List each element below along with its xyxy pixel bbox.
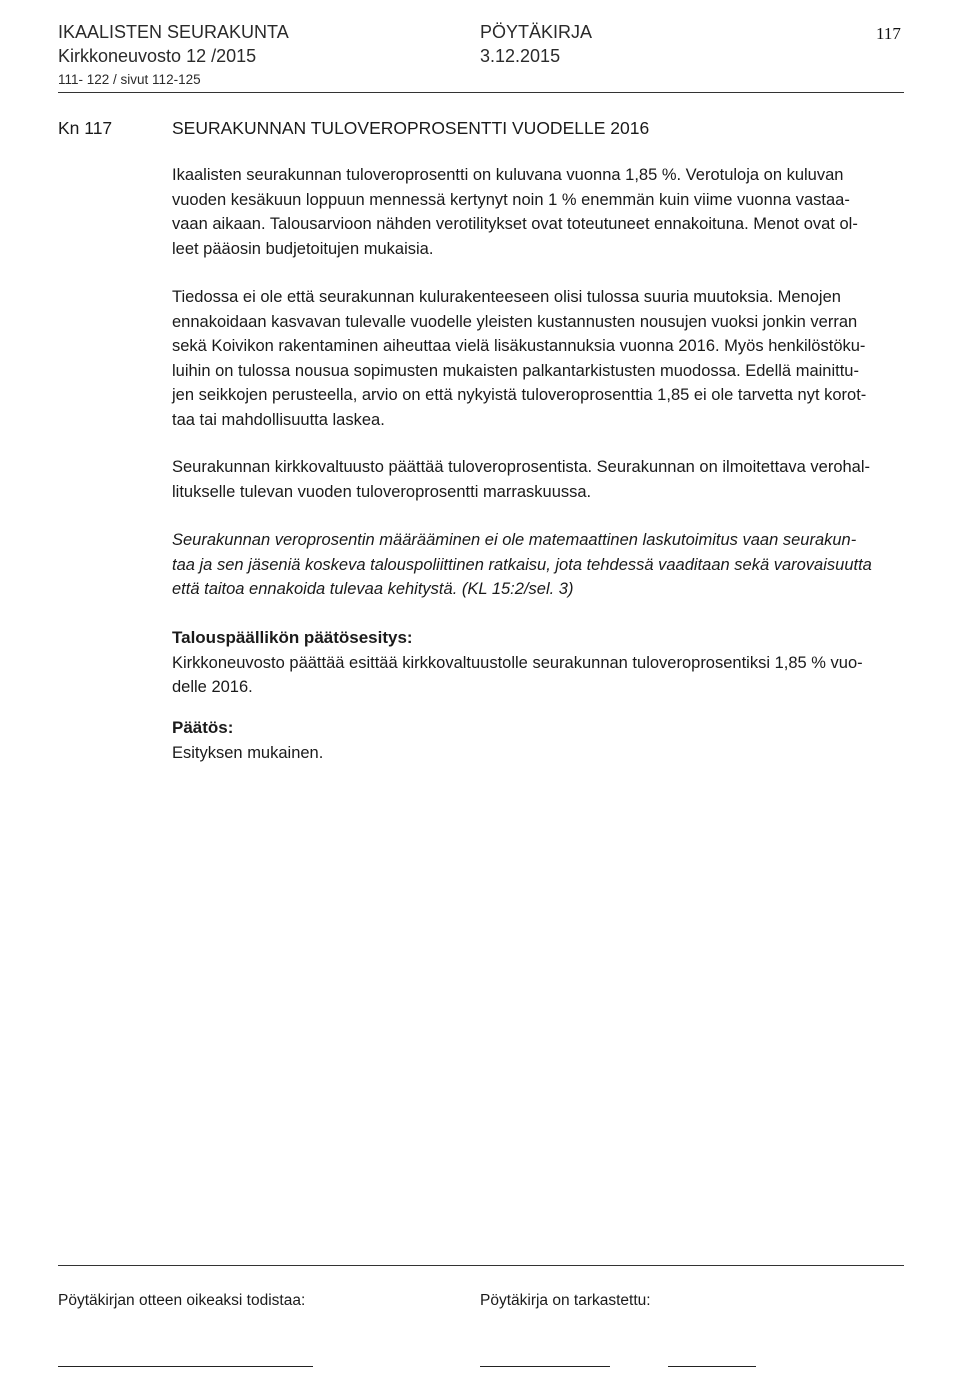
paragraph-cost-outlook [172,285,902,432]
text-line: vuoden kesäkuun loppuun mennessä kertynyt noin 1 % enemmän kuin viime vuonna vastaa- [172,190,850,209]
text-line: Tiedossa ei ole että seurakunnan kulurakenteeseen olisi tulossa suuria muutoksia. Menojen [172,288,841,306]
header-date: 3.12.2015 [480,46,561,66]
proposal-label: Talouspäällikön päätösesitys: [172,628,413,647]
checked-label: Pöytäkirja on tarkastettu: [480,1292,651,1309]
paragraph-tax-rate-status [172,163,902,261]
paragraph-decision-authority [172,455,902,504]
section-number: Kn 117 [58,118,113,138]
proposal-block [172,626,902,700]
text-line: leet pääosin budjetoitujen mukaisia. [172,239,434,258]
text-line: luihin on tulossa nousua sopimusten mukaisten palkantarkistusten muodossa. Edellä mainittu- [172,361,859,380]
text-line: taa ja sen jäseniä koskeva talouspoliittinen ratkaisu, jota tehdessä vaaditaan sekä varovaisuutta [172,555,872,574]
header-body: Kirkkoneuvosto 12 /2015 [58,46,257,66]
decision-block [172,716,902,765]
text-line: Seurakunnan kirkkovaltuusto päättää tuloveroprosentista. Seurakunnan on ilmoitettava verohal- [172,458,871,476]
header-section-range: 111- 122 / sivut 112-125 [58,72,201,87]
text-line: Kirkkoneuvosto päättää esittää kirkkovaltuustolle seurakunnan tuloveroprosentiksi 1,85 % vuo- [172,653,863,672]
text-line: sekä Koivikon rakentaminen aiheuttaa vielä lisäkustannuksia vuonna 2016. Myös henkilöstöku- [172,337,866,355]
text-line: että taitoa ennakoida tulevaa kehitystä. (KL 15:2/sel. 3) [172,580,574,598]
signature-line [58,1366,313,1367]
text-line: jen seikkojen perusteella, arvio on että nykyistä tuloveroprosenttia 1,85 ei ole tarvetta nyt korot- [172,386,867,404]
signature-line [480,1366,610,1367]
text-line: delle 2016. [172,678,253,696]
text-line: litukselle tulevan vuoden tuloveroprosentti marraskuussa. [172,482,592,501]
footer-divider [58,1265,904,1266]
paragraph-legal-note [172,528,902,602]
text-line: ennakoidaan kasvavan tulevalle vuodelle yleisten kustannusten nousujen vuoksi jonkin verran [172,312,858,331]
page-number: 117 [876,24,901,43]
text-line: vaan aikaan. Talousarvioon nähden verotilitykset ovat toteutuneet ennakoituna. Menot ovat ol- [172,215,858,233]
decision-text: Esityksen mukainen. [172,743,324,762]
signature-line [668,1366,756,1367]
header-document-type: PÖYTÄKIRJA [480,22,593,42]
text-line: taa tai mahdollisuutta laskea. [172,410,385,429]
text-line: Seurakunnan veroprosentin määrääminen ei ole matemaattinen laskutoimitus vaan seurakun- [172,531,857,549]
header-organization: IKAALISTEN SEURAKUNTA [58,22,289,42]
text-line: Ikaalisten seurakunnan tuloveroprosentti on kuluvana vuonna 1,85 %. Verotuloja on kuluvan [172,166,844,184]
section-title: SEURAKUNNAN TULOVEROPROSENTTI VUODELLE 2016 [172,118,650,138]
certified-label: Pöytäkirjan otteen oikeaksi todistaa: [58,1292,306,1309]
decision-label: Päätös: [172,718,234,737]
header-divider [58,92,904,93]
